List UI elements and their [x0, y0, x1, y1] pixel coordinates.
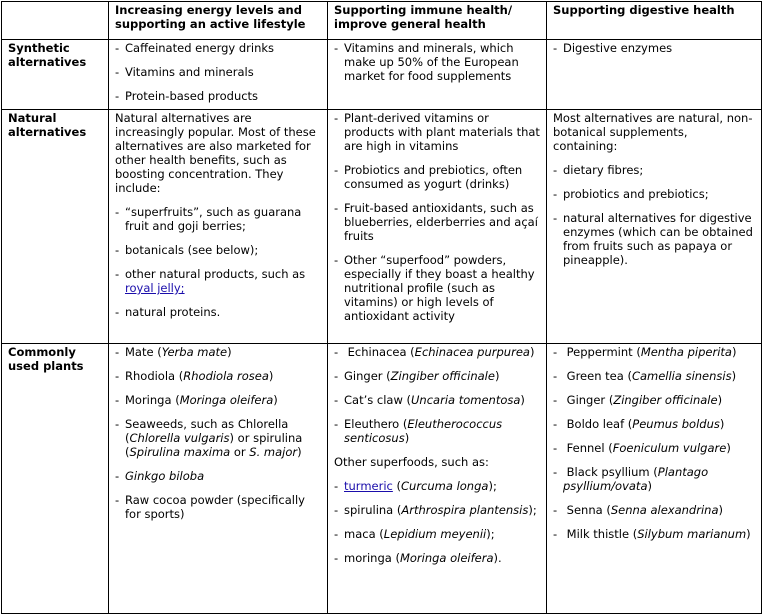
cell-plants-energy — [109, 344, 328, 614]
list-item: - Raw cocoa powder (specifically for sports) — [115, 493, 321, 521]
list-item: - Probiotics and prebiotics, often consumed as yogurt (drinks) — [334, 163, 540, 191]
plant-name: Ginger — [344, 369, 387, 383]
scientific-name: Foeniculum vulgare — [612, 441, 727, 455]
list-item: - Eleuthero (Eleutherococcus senticosus) — [334, 417, 540, 445]
header-digestive: Supporting digestive health — [547, 2, 762, 40]
cell-natural-energy — [109, 110, 328, 344]
header-energy: Increasing energy levels and supporting an active lifestyle — [109, 2, 328, 40]
plant-name: Boldo leaf — [566, 417, 628, 431]
list-item: - Moringa (Moringa oleifera) — [115, 393, 321, 407]
list-item: - natural proteins. — [115, 305, 321, 319]
list — [334, 345, 540, 445]
list-item: - Caffeinated energy drinks — [115, 41, 321, 55]
list-item: - Digestive enzymes — [553, 41, 755, 55]
scientific-name: Curcuma longa — [401, 479, 489, 493]
cell-natural-immune — [328, 110, 547, 344]
scientific-name: Peumus boldus — [632, 417, 720, 431]
list-item: - Peppermint (Mentha piperita) — [553, 345, 755, 359]
row-natural — [2, 110, 762, 344]
royal-jelly-link[interactable]: royal jelly; — [125, 281, 185, 295]
list-item: - Vitamins and minerals — [115, 65, 321, 79]
cell-synthetic-digestive — [547, 40, 762, 110]
list — [334, 479, 540, 565]
row-label-natural: Natural alternatives — [2, 110, 109, 344]
list-item: - Plant-derived vitamins or products with plant materials that are high in vitamins — [334, 111, 540, 153]
row-label-plants: Commonly used plants — [2, 344, 109, 614]
plant-name: Senna — [566, 503, 607, 517]
item-text: other natural products, such as — [125, 267, 306, 281]
list-item: - Other “superfood” powders, especially if they boast a healthy nutritional profile (such as vitamins) or high levels of antioxidant activity — [334, 253, 540, 323]
list-item: - turmeric (Curcuma longa); — [334, 479, 540, 493]
list-item: - dietary fibres; — [553, 163, 755, 177]
scientific-name: Ginkgo biloba — [125, 469, 205, 483]
scientific-name: Zingiber officinale — [390, 369, 495, 383]
plant-name: Moringa — [125, 393, 176, 407]
plant-name: spirulina — [344, 503, 397, 517]
scientific-name: Moringa oleifera — [179, 393, 274, 407]
plant-name: moringa — [344, 551, 396, 565]
plant-name: Peppermint — [566, 345, 637, 359]
plant-name: or spirulina — [234, 431, 303, 445]
list-item: - Cat’s claw (Uncaria tomentosa) — [334, 393, 540, 407]
list-item: - Green tea (Camellia sinensis) — [553, 369, 755, 383]
connector-text: or — [230, 445, 250, 459]
scientific-name: Senna alexandrina — [610, 503, 719, 517]
plant-name: Cat’s claw — [344, 393, 407, 407]
scientific-name: S. major — [249, 445, 298, 459]
list-item: - “superfruits”, such as guarana fruit and goji berries; — [115, 205, 321, 233]
scientific-name: Rhodiola rosea — [183, 369, 269, 383]
cell-synthetic-immune — [328, 40, 547, 110]
list — [115, 205, 321, 319]
scientific-name: Mentha piperita — [640, 345, 732, 359]
list-item: - Mate (Yerba mate) — [115, 345, 321, 359]
plant-name: Black psyllium — [566, 465, 654, 479]
scientific-name: Moringa oleifera — [399, 551, 494, 565]
plant-name: Fennel — [566, 441, 609, 455]
scientific-name: Echinacea purpurea — [414, 345, 530, 359]
plant-name: Seaweeds, such as Chlorella — [125, 417, 289, 431]
scientific-name: Yerba mate — [161, 345, 228, 359]
list-item: - Ginger (Zingiber officinale) — [553, 393, 755, 407]
list-item: - Rhodiola (Rhodiola rosea) — [115, 369, 321, 383]
list — [553, 345, 755, 541]
list-item — [115, 469, 321, 483]
cell-synthetic-energy — [109, 40, 328, 110]
header-row — [2, 2, 762, 40]
plant-name: Rhodiola — [125, 369, 179, 383]
header-immune: Supporting immune health/ improve general health — [328, 2, 547, 40]
scientific-name: Chlorella vulgaris — [129, 431, 230, 445]
list-item: - Boldo leaf (Peumus boldus) — [553, 417, 755, 431]
cell-intro: Other superfoods, such as: — [334, 455, 489, 469]
scientific-name: Spirulina maxima — [129, 445, 231, 459]
cell-plants-digestive — [547, 344, 762, 614]
list-item: - probiotics and prebiotics; — [553, 187, 755, 201]
plant-name: Green tea — [566, 369, 628, 383]
header-blank — [2, 2, 109, 40]
scientific-name: Silybum marianum — [637, 527, 747, 541]
list — [553, 41, 755, 55]
plant-name: maca — [344, 527, 380, 541]
row-plants — [2, 344, 762, 614]
health-alternatives-table — [1, 1, 762, 614]
scientific-name: Eleutherococcus senticosus — [344, 417, 503, 445]
list-item: - Black psyllium (Plantago psyllium/ovata) — [553, 465, 755, 493]
plant-name: Ginger — [566, 393, 609, 407]
list-item: - Fennel (Foeniculum vulgare) — [553, 441, 755, 455]
list-item: - Milk thistle (Silybum marianum) — [553, 527, 755, 541]
list-item: - botanicals (see below); — [115, 243, 321, 257]
plant-name: Mate — [125, 345, 158, 359]
list — [553, 163, 755, 267]
list-item: - Seaweeds, such as Chlorella (Chlorella vulgaris) or spirulina (Spirulina maxima or S. major) — [115, 417, 321, 459]
list-item — [115, 267, 321, 295]
list-item: - Fruit-based antioxidants, such as blueberries, elderberries and açaí fruits — [334, 201, 540, 243]
cell-intro: Most alternatives are natural, non-botanical supplements, containing: — [553, 111, 753, 153]
list-item: - Ginger (Zingiber officinale) — [334, 369, 540, 383]
cell-natural-digestive — [547, 110, 762, 344]
list-item: - Echinacea (Echinacea purpurea) — [334, 345, 540, 359]
list-item: - Protein-based products — [115, 89, 321, 103]
cell-intro: Natural alternatives are increasingly popular. Most of these alternatives are also marketed for other health benefits, such as boosting concentration. They include: — [115, 111, 316, 195]
list-item: - Senna (Senna alexandrina) — [553, 503, 755, 517]
scientific-name: Plantago psyllium/ovata — [563, 465, 709, 493]
row-label-synthetic: Synthetic alternatives — [2, 40, 109, 110]
turmeric-link[interactable]: turmeric — [344, 479, 393, 493]
list-item: - spirulina (Arthrospira plantensis); — [334, 503, 540, 517]
scientific-name: Camellia sinensis — [631, 369, 732, 383]
cell-plants-immune — [328, 344, 547, 614]
list-item: - moringa (Moringa oleifera). — [334, 551, 540, 565]
plant-name: Eleuthero — [344, 417, 403, 431]
row-synthetic — [2, 40, 762, 110]
list-item: - natural alternatives for digestive enzymes (which can be obtained from fruits such as papaya or pineapple). — [553, 211, 755, 267]
scientific-name: Zingiber officinale — [613, 393, 718, 407]
plant-name: Milk thistle — [566, 527, 633, 541]
list — [334, 111, 540, 323]
list — [115, 345, 321, 521]
scientific-name: Lepidium meyenii — [383, 527, 487, 541]
list-item: - Vitamins and minerals, which make up 50% of the European market for food supplements — [334, 41, 540, 83]
list-item: - maca (Lepidium meyenii); — [334, 527, 540, 541]
list — [334, 41, 540, 83]
list — [115, 41, 321, 103]
plant-name: Echinacea — [347, 345, 411, 359]
scientific-name: Arthrospira plantensis — [401, 503, 529, 517]
scientific-name: Uncaria tomentosa — [411, 393, 521, 407]
